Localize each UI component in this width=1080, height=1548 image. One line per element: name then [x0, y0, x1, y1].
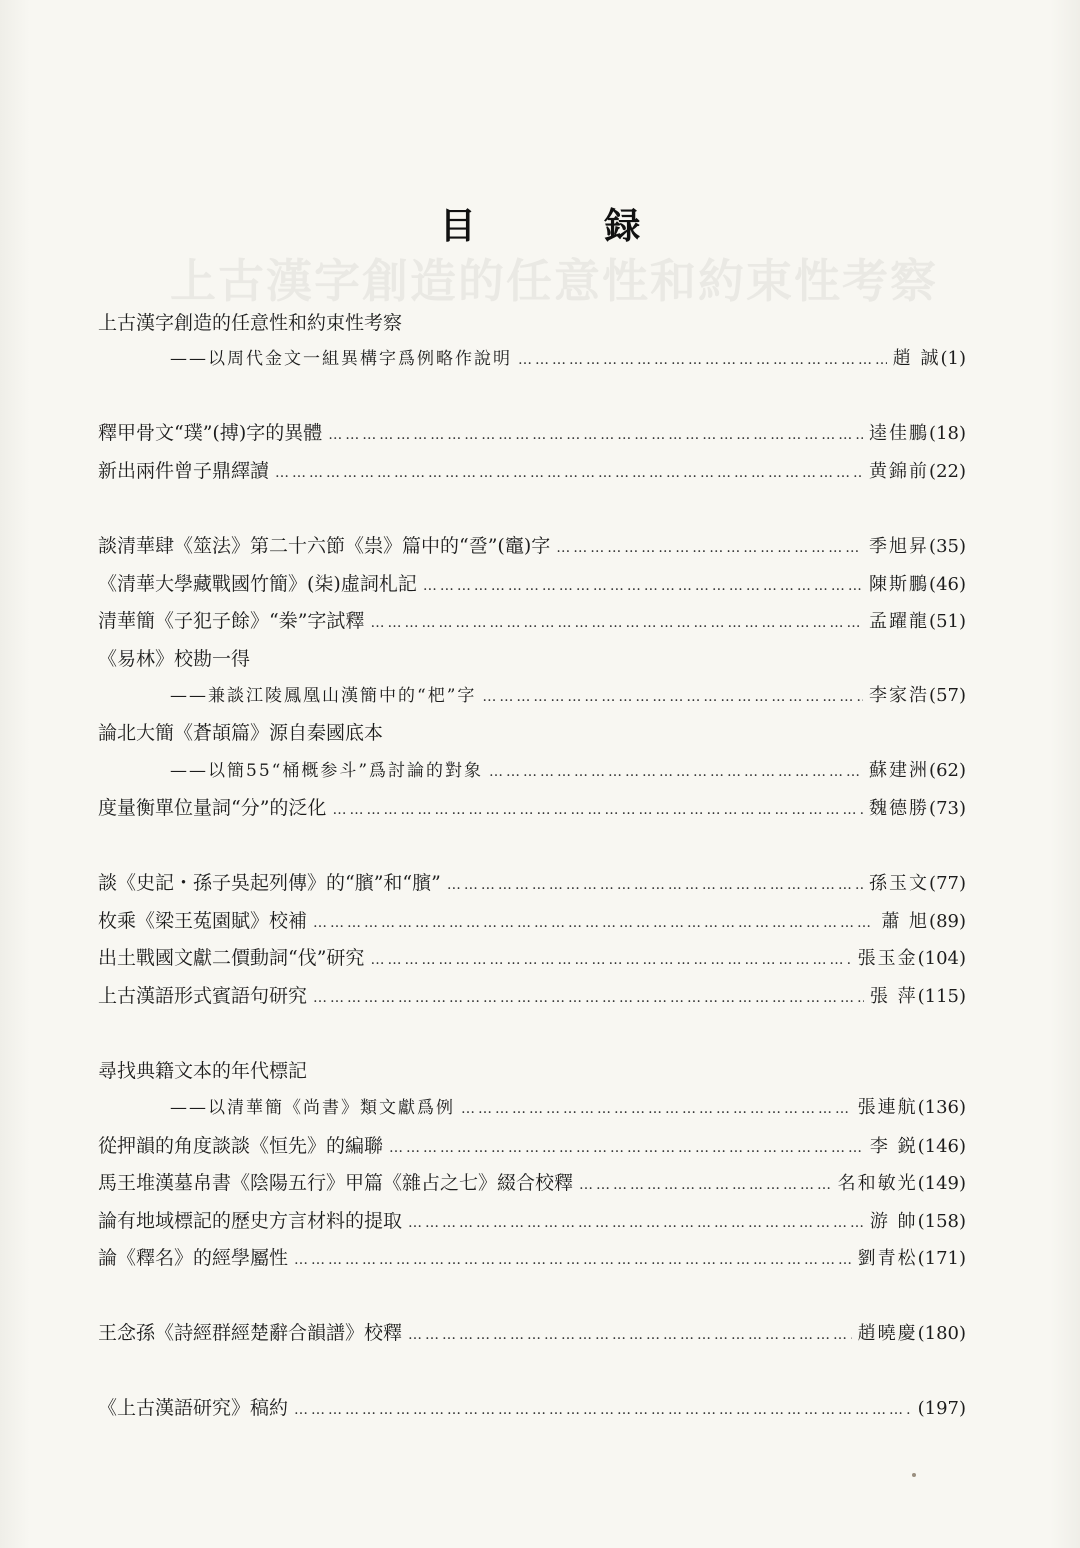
entry-author: 孟躍龍: [869, 611, 930, 632]
leader-dots: [408, 1320, 852, 1350]
toc-entry: [98, 681, 966, 711]
entry-title: 論北大簡《蒼頡篇》源自秦國底本: [98, 722, 384, 744]
leader-dots: [313, 908, 875, 938]
paper-speck: [912, 1473, 916, 1477]
toc-entry: [98, 569, 966, 599]
entry-author: 名和敏光: [837, 1173, 918, 1194]
entry-page: (89): [929, 911, 966, 932]
entry-title: 馬王堆漢墓帛書《陰陽五行》甲篇《雜占之七》綴合校釋: [98, 1172, 574, 1194]
entry-author: 張連航: [857, 1097, 918, 1118]
leader-dots: [294, 1245, 852, 1275]
entry-page: (57): [929, 685, 966, 706]
entry-title: 清華簡《子犯子餘》“桊”字試釋: [98, 610, 365, 632]
entry-page: (35): [929, 536, 966, 557]
leader-dots: [332, 795, 863, 825]
entry-page: (73): [929, 798, 966, 819]
toc-entry: [98, 606, 966, 636]
entry-page: (22): [929, 461, 966, 482]
toc-entry: [98, 1131, 966, 1161]
entry-subtitle: ——兼談江陵鳳凰山漢簡中的“杷”字: [170, 686, 477, 706]
entry-title: 《易林》校勘一得: [98, 648, 251, 670]
toc-entry: [98, 644, 966, 674]
entry-author: 黄錦前: [869, 461, 930, 482]
entry-page: (18): [929, 423, 966, 444]
entry-author: 魏德勝: [869, 798, 930, 819]
entry-author: 游 帥: [869, 1211, 918, 1232]
entry-title: 枚乘《梁王菟園賦》校補: [98, 910, 308, 932]
leader-dots: [389, 1133, 864, 1163]
entry-page: (115): [917, 986, 966, 1007]
entry-title: 談清華肆《筮法》第二十六節《祟》篇中的“巹”(竈)字: [98, 535, 551, 557]
entry-author: 趙 誠: [892, 348, 941, 369]
toc-entry: [98, 1206, 966, 1236]
entry-page: (51): [929, 611, 966, 632]
toc-entry: [98, 1093, 966, 1123]
entry-author: 季旭昇: [869, 536, 930, 557]
toc-entry: [98, 1056, 966, 1086]
entry-subtitle: ——以清華簡《尚書》類文獻爲例: [170, 1098, 455, 1118]
entry-title: 王念孫《詩經群經楚辭合韻譜》校釋: [98, 1322, 403, 1344]
entry-page: (180): [917, 1323, 966, 1344]
entry-page: (1): [940, 348, 966, 369]
toc-entry: [98, 793, 966, 823]
leader-dots: [313, 983, 864, 1013]
toc-entry: [98, 906, 966, 936]
leader-dots: [556, 533, 863, 563]
toc-entry: [98, 531, 966, 561]
entry-author: 李家浩: [869, 685, 930, 706]
entry-page: (77): [929, 873, 966, 894]
entry-page: (146): [917, 1136, 966, 1157]
entry-author: 孫玉文: [869, 873, 930, 894]
entry-page: (46): [929, 574, 966, 595]
entry-author: 劉青松: [857, 1248, 918, 1269]
toc-entry: [98, 1168, 966, 1198]
leader-dots: [447, 870, 863, 900]
entry-page: (104): [917, 948, 966, 969]
entry-page: (62): [929, 760, 966, 781]
entry-author: 趙曉慶: [857, 1323, 918, 1344]
entry-subtitle: ——以周代金文一組異構字爲例略作說明: [170, 349, 512, 369]
entry-title: 尋找典籍文本的年代標記: [98, 1060, 308, 1082]
entry-title: 從押韻的角度談談《恒先》的編聯: [98, 1135, 384, 1157]
leader-dots: [275, 458, 863, 488]
toc-entry: [98, 1318, 966, 1348]
toc-entry: [98, 308, 966, 338]
toc-entry: [98, 943, 966, 973]
leader-dots: [461, 1094, 852, 1124]
entry-author: 逵佳鵬: [869, 423, 930, 444]
leader-dots: [370, 608, 863, 638]
entry-author: 張 萍: [869, 986, 918, 1007]
entry-title: 上古漢字創造的任意性和約束性考察: [98, 312, 403, 334]
leader-dots: [489, 757, 863, 787]
toc-entry: [98, 756, 966, 786]
page-title: 目 録: [439, 206, 699, 247]
leader-dots: [482, 682, 863, 712]
toc-entry: [98, 1243, 966, 1273]
entry-title: 度量衡單位量詞“分”的泛化: [98, 797, 327, 819]
toc-entry: [98, 344, 966, 374]
toc-entry: [98, 981, 966, 1011]
entry-subtitle: ——以簡55“桶概参斗”爲討論的對象: [170, 761, 484, 781]
toc-entry: [98, 418, 966, 448]
entry-title: 談《史記・孫子吳起列傳》的“臏”和“臏”: [98, 872, 441, 894]
toc-entry: [98, 1393, 966, 1423]
toc-entry: [98, 456, 966, 486]
leader-dots: [408, 1208, 864, 1238]
entry-title: 出土戰國文獻二價動詞“伐”研究: [98, 947, 365, 969]
entry-author: 張玉金: [857, 948, 918, 969]
leader-dots: [423, 571, 863, 601]
entry-title: 論《釋名》的經學屬性: [98, 1247, 289, 1269]
toc-entry: [98, 718, 966, 748]
entry-page: (158): [917, 1211, 966, 1232]
entry-title: 《上古漢語研究》稿約: [98, 1397, 289, 1419]
entry-author: 李 鋭: [869, 1136, 918, 1157]
entry-title: 釋甲骨文“璞”(搏)字的異體: [98, 422, 323, 444]
entry-title: 上古漢語形式賓語句研究: [98, 985, 308, 1007]
entry-page: (149): [917, 1173, 966, 1194]
entry-title: 新出兩件曾子鼎繹讀: [98, 460, 270, 482]
entry-author: 陳斯鵬: [869, 574, 930, 595]
entry-page: (171): [917, 1248, 966, 1269]
leader-dots: [579, 1170, 832, 1200]
entry-title: 論有地域標記的歷史方言材料的提取: [98, 1210, 403, 1232]
entry-page: (136): [917, 1097, 966, 1118]
toc-entry: [98, 868, 966, 898]
leader-dots: [294, 1395, 912, 1425]
entry-page: (197): [917, 1398, 966, 1419]
leader-dots: [328, 420, 863, 450]
bleed-through-heading: 上古漢字創造的任意性和約束性考察: [170, 254, 938, 308]
entry-author: 蕭 旭: [881, 911, 930, 932]
entry-title: 《清華大學藏戰國竹簡》(柒)虛詞札記: [98, 573, 417, 595]
entry-author: 蘇建洲: [869, 760, 930, 781]
leader-dots: [370, 945, 851, 975]
leader-dots: [518, 345, 887, 375]
